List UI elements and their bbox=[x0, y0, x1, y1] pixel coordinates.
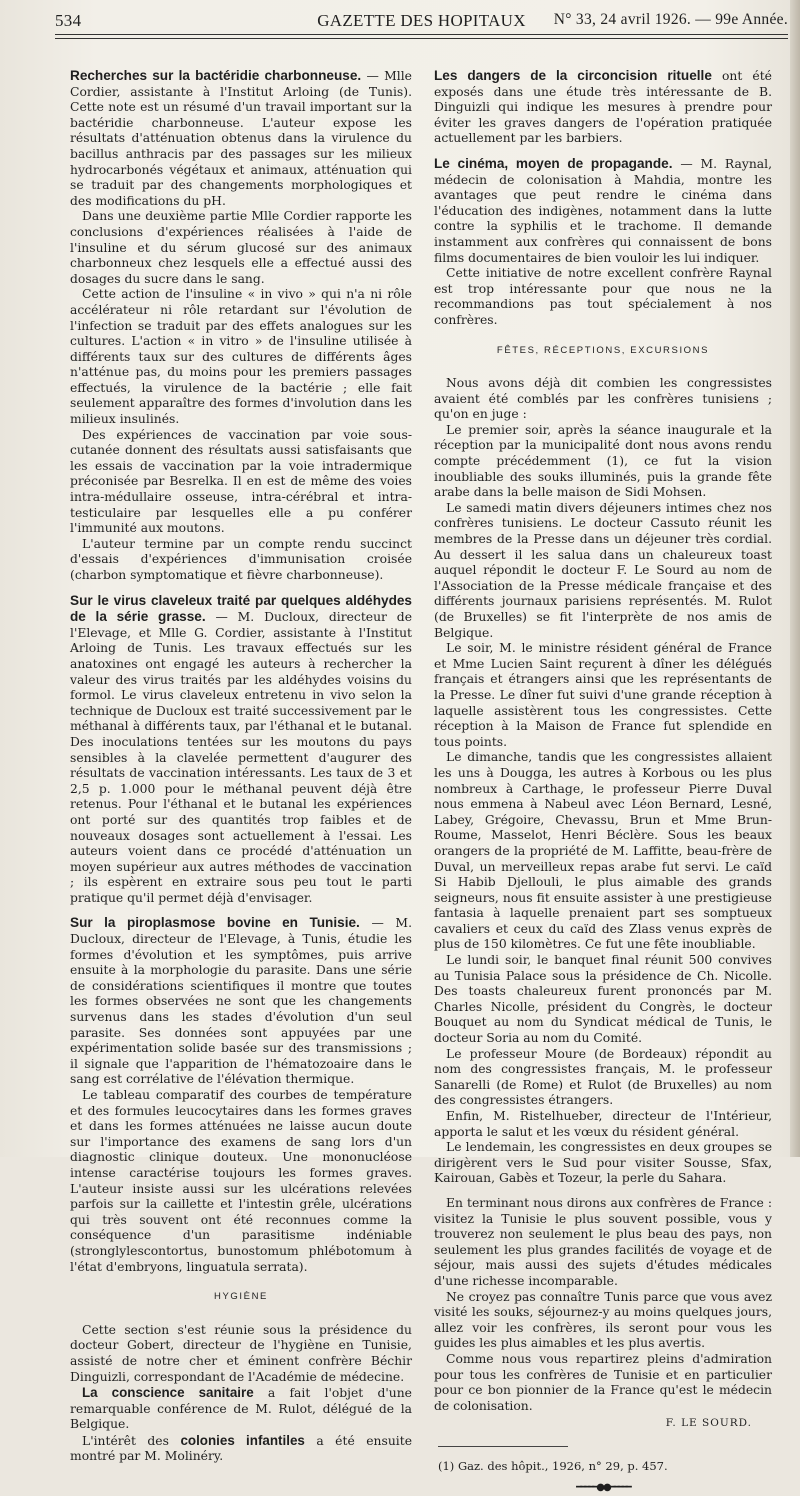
article-title: Sur la piroplasmose bovine en Tunisie. bbox=[70, 915, 360, 931]
left-column bbox=[70, 68, 412, 1465]
issue-info: N° 33, 24 avril 1926. — 99e Année. bbox=[553, 11, 788, 28]
article-text: — M. Raynal, médecin de colonisation à Mahdia, montre les avantages que peut rendre le cinéma dans l'éducation des indigènes, notamment dans la lutte contre la syphilis et le trachome. Il demande instamment aux confrères qui connaissent de bons films documentaires de bien vouloir les lui indiquer. bbox=[434, 156, 773, 265]
article-text: — M. Ducloux, directeur de l'Elevage, et Mlle G. Cordier, assistante à l'Institut Arloing de Tunis. Les travaux effectués sur les anatoxines ont engagé les auteurs à rechercher la valeur des virus traités par les aldéhydes voisins du formol. Le virus claveleux entretenu in vivo selon la technique de Ducloux est traité successivement par le méthanal à différents taux, par l'éthanal et le butanal. Des inoculations tentées sur les moutons du pays sensibles à la clavelée permettent d'augurer des résultats de vaccination intéressants. Les taux de 3 et 2,5 p. 1.000 pour le méthanal peuvent déjà être retenus. Pour l'éthanal et le butanal les expériences ont porté sur des quantités trop faibles et de nouveaux dosages sont actuellement à l'essai. Les auteurs voient dans ce procédé d'atténuation un moyen supérieur aux autres méthodes de vaccination ; ils espèrent en extraire sous peu tout le parti pratique qu'il permet déjà d'envisager. bbox=[70, 610, 412, 905]
article-piroplasmose bbox=[70, 915, 412, 1275]
inline-text: L'intérêt des bbox=[82, 1433, 181, 1448]
article-text: — M. Ducloux, directeur de l'Elevage, à Tunis, étudie les formes d'évolution et les symptômes, puis arrive ensuite à la morphologie du parasite. Dans une série de considérations scientifiques il montre que toutes les formes observées ne sont que les changements survenus dans les stades d'évolution d'un seul parasite. Ses données sont appuyées par une expérimentation solide basée sur des transmissions ; il signale que l'apparition de l'hématozoaire dans le sang est corrélative de l'élévation thermique. bbox=[70, 916, 412, 1087]
article-virus-claveleux bbox=[70, 593, 412, 907]
article-bacteridie bbox=[70, 68, 412, 584]
paragraph: Des expériences de vaccination par voie sous-cutanée donnent des résultats aussi satisfaisants que les essais de vaccination par la voie intradermique préconisée par Besrelka. Il en est de même des voies intra-médullaire osseuse, intra-cérébral et intra-testiculaire par lesquelles elle a pu conférer l'immunité aux moutons. bbox=[70, 427, 412, 536]
paragraph: Enfin, M. Ristelhueber, directeur de l'Intérieur, apporta le salut et les vœux du résident général. bbox=[434, 1109, 772, 1139]
paragraph: En terminant nous dirons aux confrères de France : visitez la Tunisie le plus souvent possible, vous y trouverez non seulement le plus beau des pays, non seulement les plus grandes facilités de voyage et de séjour, mais aussi des sujets d'études médicales d'une richesse incomparable. bbox=[434, 1195, 772, 1288]
paragraph: Le premier soir, après la séance inaugurale et la réception par la municipalité dont nous avons rendu compte précédemment (1), ce fut la vision inoubliable des souks illuminés, puis la grande fête arabe dans la belle maison de Sidi Mohsen. bbox=[434, 422, 772, 500]
article-title: Les dangers de la circoncision rituelle bbox=[434, 68, 712, 83]
paragraph: Cette action de l'insuline « in vivo » qui n'a ni rôle accélérateur ni rôle retardant sur l'évolution de l'infection se traduit par des effets analogues sur les cultures. L'action « in vitro » de l'insuline utilisée à différents taux sur des cultures de différents âges n'atténue pas, du moins pour les premiers passages effectués, la virulence de la bactérie ; elle fait seulement apparaître des formes d'involution dans les milieux insulinés. bbox=[70, 287, 412, 427]
journal-title: GAZETTE DES HOPITAUX bbox=[317, 11, 526, 30]
inline-text: a été ensuite montré par M. Molinéry. bbox=[70, 1433, 412, 1464]
paragraph: Le lendemain, les congressistes en deux groupes se dirigèrent vers le Sud pour visiter Sousse, Sfax, Kairouan, Gabès et Tozeur, la perle du Sahara. bbox=[434, 1140, 772, 1186]
article-cinema bbox=[434, 156, 772, 329]
article-title: Sur le virus claveleux traité par quelques aldéhydes de la série grasse. bbox=[70, 592, 412, 625]
signature: F. LE SOURD. bbox=[665, 1417, 752, 1430]
paragraph: L'auteur termine par un compte rendu succinct d'essais d'expériences d'immunisation croisée (charbon symptomatique et fièvre charbonneuse). bbox=[70, 536, 412, 582]
article-title: Le cinéma, moyen de propagande. bbox=[434, 155, 673, 171]
right-column bbox=[434, 68, 772, 1496]
header-rule-thick bbox=[55, 34, 788, 35]
paragraph: Le samedi matin divers déjeuners intimes chez nos confrères tunisiens. Le docteur Cassuto réunit les membres de la Presse dans un déjeuner très cordial. Au dessert il les salua dans un chaleureux toast auquel répondit le docteur F. Le Sourd au nom de l'Association de la Presse médicale française et des différents journaux parisiens représentés. M. Rulot (de Bruxelles) se fit l'interprète de nos amis de Belgique. bbox=[434, 500, 772, 640]
paragraph: Cette section s'est réunie sous la présidence du docteur Gobert, directeur de l'hygiène en Tunisie, assisté de notre cher et éminent confrère Béchir Dinguizli, correspondant de l'Académie de médecine. bbox=[70, 1322, 412, 1384]
paragraph: Le tableau comparatif des courbes de température et des formules leucocytaires dans les formes graves et dans les formes atténuées ne laisse aucun doute sur l'importance des examens de sang lors d'un diagnostic clinique douteux. Une mononucléose intense caractérise toujours les formes graves. L'auteur insiste aussi sur les ulcérations relevées parfois sur la caillette et l'intestin grêle, ulcérations qui très souvent ont été reconnues comme la conséquence d'un parasitisme indéniable (stronglylescontortus, bunostomum phlébotomum à l'état d'embryons, linguatula serrata). bbox=[70, 1088, 412, 1274]
paragraph: Le dimanche, tandis que les congressistes allaient les uns à Dougga, les autres à Korbous ou les plus nombreux à Carthage, le professeur Pierre Duval nous emmena à Nabeul avec Léon Bernard, Lesné, Labey, Grégoire, Chevassu, Brun et Mme Brun-Roume, Masselot, Henri Béclère. Sous les beaux orangers de la propriété de M. Laffitte, beau-frère de Duval, un merveilleux repas arabe fut servi. Le caïd Si Habib Djellouli, le plus aimable des grands seigneurs, nous fit ensuite assister à une prestigieuse fantasia à laquelle prenaient part ses somptueux cavaliers et ceux du caïd des Zlass venus exprès de plus de 150 kilomètres. Ce fut une fête inoubliable. bbox=[434, 750, 772, 952]
paragraph-colonies bbox=[70, 1433, 412, 1465]
header-rule-thin bbox=[55, 38, 788, 39]
paragraph: Le professeur Moure (de Bordeaux) répondit au nom des congressistes français, M. le professeur Sanarelli (de Rome) et Rulot (de Bruxelles) au nom des congressistes étrangers. bbox=[434, 1046, 772, 1108]
footnote: (1) Gaz. des hôpit., 1926, n° 29, p. 457. bbox=[438, 1458, 668, 1473]
inline-title: La conscience sanitaire bbox=[82, 1385, 254, 1401]
page-header bbox=[55, 8, 788, 32]
paragraph: Cette initiative de notre excellent confrère Raynal est trop intéressante pour que nous ne la recommandions pas tout spécialement à nos confrères. bbox=[434, 266, 772, 327]
inline-title: colonies infantiles bbox=[180, 1432, 305, 1448]
paragraph: Le lundi soir, le banquet final réunit 500 convives au Tunisia Palace sous la présidence de Ch. Nicolle. Des toasts chaleureux furent prononcés par M. Charles Nicolle, président du Congrès, le docteur Bouquet au nom du Syndicat médical de Tunis, le docteur Soria au nom du Comité. bbox=[434, 953, 772, 1046]
article-title: Recherches sur la bactéridie charbonneuse. bbox=[70, 68, 362, 83]
end-ornament: ━━━━━●●━━━━━ bbox=[576, 1482, 630, 1494]
paragraph: Le soir, M. le ministre résident général de France et Mme Lucien Saint reçurent à dîner les délégués français et étrangers ainsi que les représentants de la Presse. Le dîner fut suivi d'une grande réception à laquelle assistèrent tous les congressistes. Cette réception à la Maison de France fut splendide en tous points. bbox=[434, 641, 772, 749]
article-circoncision bbox=[434, 68, 772, 147]
paragraph: Dans une deuxième partie Mlle Cordier rapporte les conclusions d'expériences réalisées à l'aide de l'insuline et du sérum glucosé sur des animaux charbonneux chez lesquels elle a effectué aussi des dosages du sucre dans le sang. bbox=[70, 209, 412, 286]
article-text: — Mlle Cordier, assistante à l'Institut Arloing (de Tunis). Cette note est un résumé d'un travail important sur la bactéridie charbonneuse. L'auteur expose les résultats d'atténuation obtenus dans la virulence du bacillus anthracis par des passages sur les milieux hydrocarbonés végétaux et animaux, atténuation qui se traduit par des changements morphologiques et des modifications du pH. bbox=[70, 69, 412, 208]
paragraph: Ne croyez pas connaître Tunis parce que vous avez visité les souks, séjournez-y au moins quelques jours, allez voir les confrères, ils seront pour vous les guides les plus aimables et les plus avertis. bbox=[434, 1289, 772, 1351]
paragraph: Nous avons déjà dit combien les congressistes avaient été comblés par les confrères tunisiens ; qu'on en juge : bbox=[434, 376, 772, 422]
page-number: 534 bbox=[55, 11, 82, 30]
paragraph: Comme nous vous repartirez pleins d'admiration pour tous les confrères de Tunisie et en particulier pour ce bon pionnier de la France qu'est le médecin de colonisation. bbox=[434, 1351, 772, 1413]
page-edge bbox=[790, 0, 800, 1157]
section-heading-fetes: FÊTES, RÉCEPTIONS, EXCURSIONS bbox=[496, 344, 710, 356]
paragraph-conscience bbox=[70, 1385, 412, 1433]
inline-text: a fait l'objet d'une remarquable conférence de M. Rulot, délégué de la Belgique. bbox=[70, 1386, 412, 1432]
footnote-rule bbox=[438, 1446, 568, 1447]
article-text: ont été exposés dans une étude très intéressante de B. Dinguizli qui indique les mesures à prendre pour éviter les graves dangers de l'opération pratiquée actuellement par les barbiers. bbox=[434, 69, 772, 146]
section-heading-hygiene: HYGIÈNE bbox=[214, 1291, 268, 1303]
